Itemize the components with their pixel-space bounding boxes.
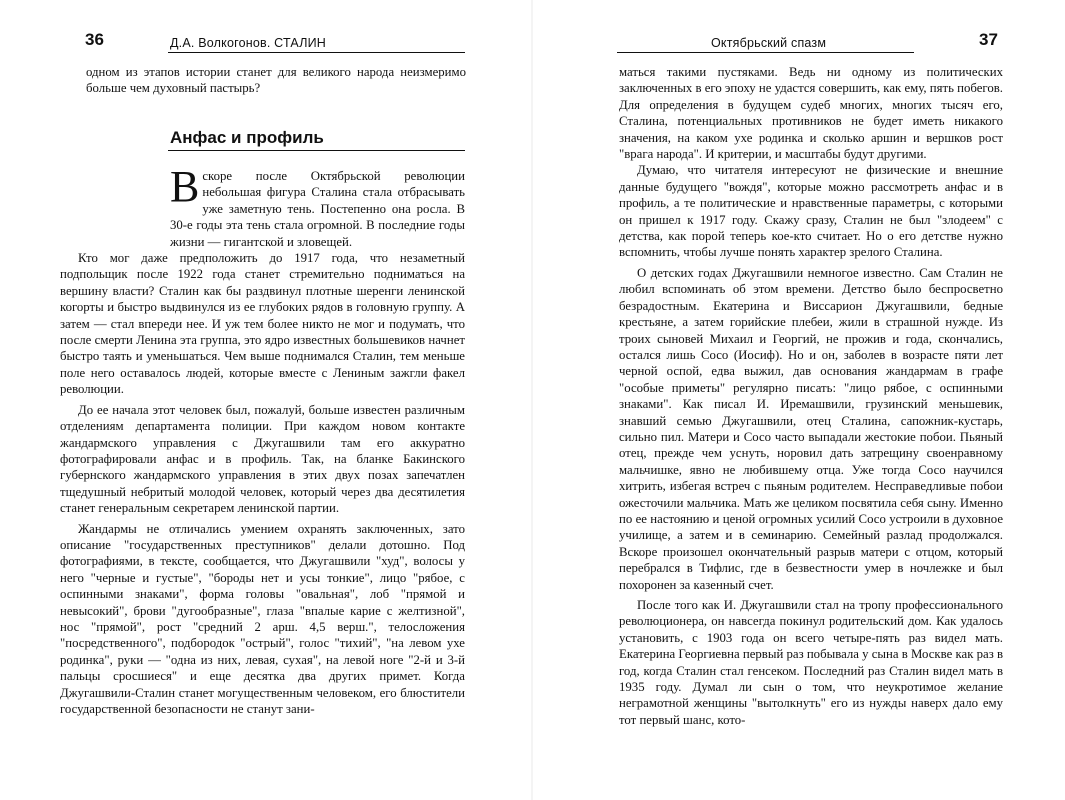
- paragraph: одном из этапов истории станет для великого народа неизмеримо больше чем духовный пастырь?: [86, 65, 466, 96]
- intro-text: [86, 64, 466, 97]
- running-head: Октябрьский спазм: [711, 36, 827, 50]
- paragraph: О детских годах Джугашвили немногое известно. Сам Сталин не любил вспоминать об этом времени. Детство было беспросветно безрадостным. Екатерина и Виссарион Джугашвили, бедные крестьяне, а затем горийские плебеи, жили в страшной нужде. Из троих сыновей Михаил и Георгий, не прожив и года, скончались, остался лишь Сосо (Иосиф). Но и он, заболев в возрасте пяти лет черной оспой, едва выжил, дав основания жандармам в графе "особые приметы" регулярно писать: "лицо рябое, с оспинными знаками". Как писал И. Иремашвили, грузинский меньшевик, знавший семью Джугашвили, отец Сталина, сапожник-кустарь, сильно пил. Матери и Сосо часто выпадали жестокие побои. Пьяный отец, прежде чем уснуть, норовил дать затрещину своенравному мальчишке, явно не любившему отца. Уже тогда Сосо научился хитрить, избегая встреч с пьяным родителем. Несправедливые побои ожесточили мальчика. Мать же целиком посвятила себя сыну. Именно по ее настоянию и ценой огромных усилий Сосо устроили в духовное училище, а затем и в семинарию. Семейный разлад продолжался. Вскоре произошел окончательный разрыв матери с отцом, который перебрался в Тифлис, где в безвестности умер в ночлежке и был похоронен за казенный счет.: [619, 265, 1003, 592]
- paragraph: Жандармы не отличались умением охранять заключенных, зато описание "государственных преступников" делали дотошно. Под фотографиями, в тексте, сообщается, что Джугашвили "худ", волосы у него "черные и густые", "бороды нет и усы тонкие", лицо "рябое, с оспинными знаками", форма головы "овальная", лоб "прямой и невысокий", брови "дугообразные", глаза "впалые карие с желтизной", нос "прямой", рост "средний 2 арш. 4,5 верш.", телосложения "посредственного", подбородок "острый", голос "тихий", "на левом ухе родинка", руки — "одна из них, левая, сухая", на левой ноге "2-й и 3-й пальцы сросшиеся" и еще десятка два других примет. Когда Джугашвили-Сталин станет могущественным человеком, его блюстители государственной безопасности не станут зани-: [60, 521, 465, 716]
- right-page: [533, 0, 1065, 800]
- section-title-rule: [168, 150, 465, 151]
- paragraph: маться такими пустяками. Ведь ни одному из политических заключенных в его эпоху не удастся совершить, как ему, пять побегов. Для определения в будущем судеб многих, многих тысяч его, Сталина, потенциальных противников не будет иметь никакого значения, на каком ухе родинка и сколько аршин и вершков рост "врага народа". И критерии, и масштабы будут другими.: [619, 65, 1003, 162]
- page-number: 36: [85, 30, 104, 49]
- left-page: [0, 0, 532, 800]
- paragraph: После того как И. Джугашвили стал на тропу профессионального революционера, он навсегда покинул родительский дом. Как удалось установить, с 1903 года он всего четыре-пять раз видел мать. Екатерина Георгиевна первый раз побывала у сына в Москве как раз в год, когда Сталин стал генсеком. Последний раз Сталин видел мать в 1935 году. Думал ли сын о том, что неукротимое желание неграмотной женщины "вытолкнуть" его из нужды наверх дало ему тот первый шанс, кото-: [619, 598, 1003, 727]
- paragraph: Думаю, что читателя интересуют не физические и внешние данные будущего "вождя", которые можно рассмотреть анфас и в профиль, а те политические и нравственные параметры, с которыми он пришел к 1917 году. Скажу сразу, Сталин не был "злодеем" с детства, как порой теперь кое-кто считает. Но о его детстве нужно вспомнить, чтобы лучше понять характер зрелого Сталина.: [619, 163, 1003, 260]
- body-column-right: [619, 64, 1003, 728]
- body-column-left: [60, 162, 465, 717]
- header-rule: [617, 52, 914, 53]
- paragraph: [60, 162, 465, 250]
- paragraph-text: скоре после Октябрьской революции небольшая фигура Сталина стала отбрасывать уже заметную тень. Постепенно она росла. В 30-е годы эта тень стала огромной. В последние годы жизни — гигантской и зловещей.: [170, 169, 465, 249]
- paragraph: Кто мог даже предположить до 1917 года, что незаметный подпольщик после 1922 года станет стремительно подниматься на вершину власти? Сталин как бы раздвинул плотные шеренги ленинской когорты и быстро выдвинулся из ее глубоких рядов в головную группу. А затем — стал впереди нее. И уж тем более никто не мог и подумать, что после смерти Ленина эта группа, это ядро известных большевиков начнет быстро таять и уменьшаться. Чем выше поднимался Сталин, тем меньше поле него оставалось людей, которые вместе с Лениным зажгли факел революции.: [60, 251, 465, 397]
- drop-cap: В: [170, 162, 200, 211]
- running-head: Д.А. Волкогонов. СТАЛИН: [170, 36, 327, 50]
- paragraph: До ее начала этот человек был, пожалуй, больше известен различным отделениям департамента полиции. При каждом новом контакте жандармского управления с Джугашвили там его аккуратно фотографировали анфас и в профиль. Так, на бланке Бакинского губернского жандармского управления в этих двух позах запечатлен тщедушный небритый молодой человек, который через два десятилетия станет генеральным секретарем ленинской партии.: [60, 402, 465, 516]
- header-rule: [168, 52, 465, 53]
- section-title: Анфас и профиль: [170, 128, 324, 147]
- page-number: 37: [979, 30, 998, 49]
